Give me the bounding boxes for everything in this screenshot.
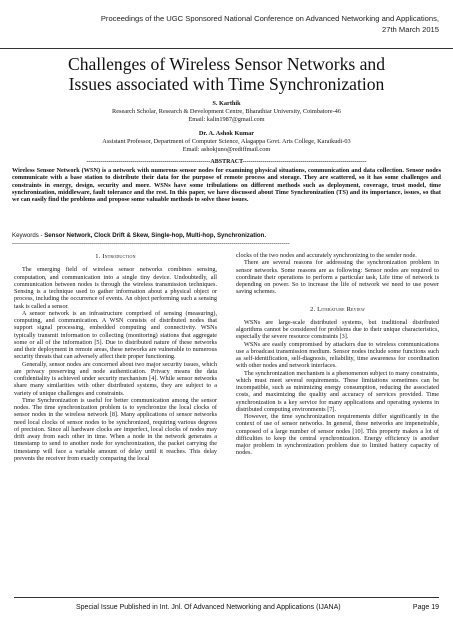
proceedings-header — [40, 13, 439, 35]
paragraph: WSNs are easily compromised by attackers due to wireless communications use a broadcast transmission medium. Sensor nodes include some functions such as self-identification, self-diagnosis, reliability, time awareness for coordination with other nodes and network interfaces. — [236, 340, 439, 370]
paragraph: The synchronization mechanism is a phenomenon subject to many constraints, which must meet several requirements. These limitations sometimes can be incompatible, such as minimizing energy consumption, reducing the associated costs, and maximizing the quality and accuracy of services provided. Time synchronization is a key service for many applications and operating systems in distributed computing environments [7]. — [236, 369, 439, 413]
footer-journal: Special Issue Published in Int. Jnl. Of Advanced Networking and Applications (IJANA) — [76, 604, 341, 611]
section-title: Literature Review — [317, 305, 365, 313]
header-rule — [0, 48, 453, 49]
section-heading-literature-review — [236, 306, 439, 313]
paragraph: Time Synchronization is useful for better communication among the sensor nodes. The time synchronization problem is to synchronize the local clocks of sensor nodes in the wireless network [8]. Many applications of sensor networks need local clocks of sensor nodes to be synchronized, requiring various degrees of precision. Since all hardware clocks are imperfect, local clocks of nodes may drift away from each other in time. When a node in the network generates a timestamp to send to another node for synchronization, the packet carrying the timestamp will face a variable amount of delay until it reaches. This delay prevents the receiver from exactly comparing the local — [14, 396, 217, 462]
paragraph: However, the time synchronization requirements differ significantly in the context of use of sensor networks. In general, these networks are impenetrable, composed of a large number of sensor nodes [10]. This property makes a lot of difficulties to keep the central synchronization. Energy efficiency is another major problem in synchronization problem due to limited battery capacity of nodes. — [236, 413, 439, 457]
left-column — [14, 252, 217, 462]
author-name: S. Karthik — [212, 100, 241, 107]
keywords-divider: ------------------------------------------------------------------------------------------------------------------------------------------- — [12, 241, 290, 247]
paragraph: A sensor network is an infrastructure comprised of sensing (measuring), computing, and communication. A WSN consists of distributed nodes that support signal processing, embedded computing and connectivity. WSNs typically transmit information to collecting (monitoring) stations that aggregate some or all of the information [5]. Due to distributed nature of these networks and their deployment in remote areas, these networks are vulnerable to numerous security threats that can adversely affect their proper functioning. — [14, 309, 217, 361]
author-block-1 — [20, 100, 433, 124]
paper-title — [20, 54, 433, 94]
title-line-1: Challenges of Wireless Sensor Networks and — [67, 54, 386, 74]
section-title: Introduction — [102, 253, 136, 260]
footer-rule — [14, 597, 439, 598]
title-line-2: Issues associated with Time Synchronization — [68, 74, 385, 94]
section-number: 2. — [310, 305, 316, 313]
abstract-divider: --------------------------------------------------------------ABSTRACT-------------------------------------------------------------- — [86, 159, 367, 165]
author-email: Email: ashokjuno@rediffmail.com — [182, 146, 271, 153]
author-name: Dr. A. Ashok Kumar — [198, 130, 255, 137]
header-line-2: 27th March 2015 — [382, 25, 439, 34]
section-heading-introduction — [14, 253, 217, 260]
author-block-2 — [20, 130, 433, 154]
keywords-value: Sensor Network, Clock Drift & Skew, Single-hop, Multi-hop, Synchronization. — [44, 232, 267, 239]
right-column — [236, 252, 439, 457]
abstract-text: Wireless Sensor Network (WSN) is a network with numerous sensor nodes for examining physical situations, communication and data collection. Sensor nodes communicate with a base station to distribute their data for the purpose of remote process and storage. They are scattered, so it has some challenges and constraints in energy, design, security and more. WSNs have some tribulations on different methods such as deployment, coverage, trust model, time synchronization, middleware, fault tolerance and the rest. In this paper, we have discussed about Time Synchronization (TS) and its importance, issues, so that we can easily find the problems and propose some valuable methods to solve those issues. — [12, 167, 441, 204]
paragraph: clocks of the two nodes and accurately synchronizing to the sender node. — [236, 252, 417, 259]
author-affiliation: Assistant Professor, Department of Computer Science, Alagappa Govt. Arts College, Karaikudi-03 — [102, 138, 351, 145]
keywords-line — [12, 232, 441, 240]
keywords-label: Keywords - — [12, 232, 43, 239]
paragraph: The emerging field of wireless sensor networks combines sensing, computation, and communication into a single tiny device. Undoubtedly, all communication between nodes is through the wireless transmission techniques. Sensing is a technique used to gather information about a physical object or process, including the occurrence of events. An object performing such a sensing task is called a sensor. — [14, 266, 217, 310]
footer-page-number: Page 19 — [412, 604, 439, 611]
section-number: 1. — [95, 253, 101, 260]
paragraph: WSNs are large-scale distributed systems, but traditional distributed algorithms cannot be considered for problems due to their unique characteristics, especially the severe resource constraints [3]. — [236, 318, 439, 341]
paragraph: There are several reasons for addressing the synchronization problem in sensor networks. Some reasons are as following: Sensor nodes are required to coordinate their operations to perform a particular task, Life time of network is depending on power. So to increase the life of network we need to use power saving schemes. — [236, 259, 439, 296]
header-line-1: Proceedings of the UGC Sponsored National Conference on Advanced Networking and Applications, — [100, 14, 439, 23]
paragraph: Generally, sensor nodes are concerned about two major security issues, which are privacy preserving and node authentication. Privacy means the data confidentiality is achieved under security mechanism [4]. While sensor networks share many similarities with other distributed systems, they are subject to a variety of unique challenges and constraints. — [14, 360, 217, 397]
author-email: Email: kalin1987@gmail.com — [188, 116, 265, 123]
author-affiliation: Research Scholar, Research & Development Centre, Bharathiar University, Coimbatore-46 — [112, 108, 341, 115]
